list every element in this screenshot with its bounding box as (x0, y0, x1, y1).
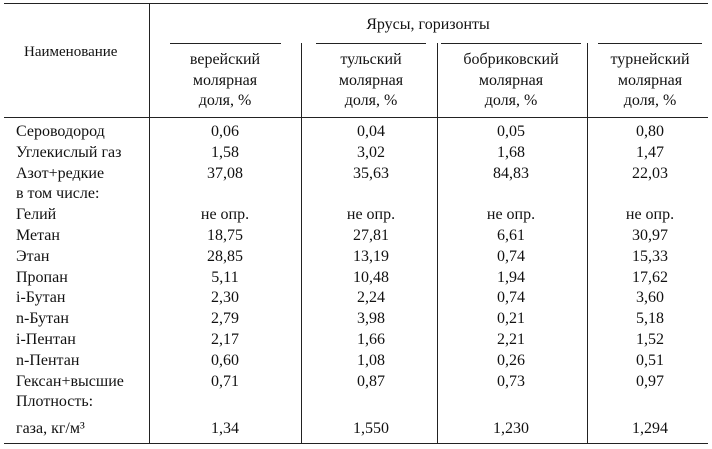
table-cell: 22,03 (632, 164, 668, 182)
row-label: Гексан+высшие (16, 372, 124, 390)
table-cell: 0,87 (357, 372, 385, 390)
table-cell: 18,75 (207, 227, 243, 244)
row-label: Метан (16, 227, 60, 244)
table-cell: 0,80 (636, 123, 664, 140)
row-label: i-Пентан (16, 331, 76, 348)
table-cell: 17,62 (632, 268, 668, 286)
table-cell: 0,97 (636, 372, 664, 390)
table-cell: не опр. (346, 206, 396, 224)
table-cell: 0,26 (497, 351, 525, 369)
unit-label-line2-col4: доля, % (623, 92, 677, 109)
unit-label-line1-col4: молярная (617, 72, 683, 89)
unit-label-line2-col3: доля, % (484, 92, 538, 109)
column-divider-2 (437, 43, 438, 444)
unit-label-line1-col1: молярная (192, 72, 258, 89)
table-cell: не опр. (625, 206, 675, 224)
table-cell: 0,21 (497, 310, 525, 328)
table-cell: 28,85 (207, 247, 243, 265)
table-cell: 30,97 (632, 227, 668, 244)
column-divider-1 (301, 43, 302, 444)
table-cell: 15,33 (632, 247, 668, 265)
column-underline-4 (598, 43, 702, 44)
column-header-vereisky: верейский (189, 51, 261, 68)
column-header-tulsky: тульский (340, 51, 402, 68)
table-cell: 0,73 (497, 372, 525, 390)
table-cell: 1,66 (357, 331, 385, 348)
row-label: Углекислый газ (16, 143, 122, 161)
table-cell: 0,74 (497, 247, 525, 265)
table-cell: 37,08 (207, 164, 243, 182)
table-cell: 3,98 (357, 310, 385, 328)
table-cell: 1,68 (497, 143, 525, 161)
table-cell: 5,18 (636, 310, 664, 328)
gas-composition-table (4, 3, 708, 445)
horizons-group-header: Ярусы, горизонты (366, 16, 490, 33)
row-label: Этан (16, 247, 50, 265)
table-cell: 1,550 (353, 420, 389, 438)
table-cell: 0,06 (211, 123, 239, 140)
name-column-header: Наименование (24, 44, 118, 60)
table-cell: 0,04 (357, 123, 385, 140)
unit-label-line1-col2: молярная (338, 72, 404, 89)
column-header-turneisky: турнейский (610, 51, 690, 68)
table-cell: 1,34 (211, 420, 239, 438)
table-cell: 0,74 (497, 289, 525, 307)
table-cell: 0,60 (211, 351, 239, 369)
table-cell: 2,21 (497, 331, 525, 348)
table-bottom-border (4, 443, 708, 444)
row-label: Азот+редкие (16, 164, 105, 182)
table-cell: 6,61 (497, 227, 525, 244)
column-underline-1 (170, 43, 281, 44)
column-header-bobrikovsky: бобриковский (463, 51, 559, 68)
table-cell: 84,83 (493, 164, 529, 182)
table-cell: 1,230 (493, 420, 529, 438)
table-cell: 1,52 (636, 331, 664, 348)
table-top-border (4, 3, 708, 4)
table-cell: 1,58 (211, 143, 239, 161)
table-cell: 2,30 (211, 289, 239, 307)
unit-label-line1-col3: молярная (478, 72, 544, 89)
table-cell: не опр. (200, 206, 250, 224)
table-cell: 3,60 (636, 289, 664, 307)
row-label: в том числе: (16, 185, 100, 203)
row-label: n-Пентан (16, 351, 80, 369)
table-cell: 35,63 (353, 164, 389, 182)
table-cell: 0,71 (211, 372, 239, 390)
row-label: Сероводород (16, 123, 105, 140)
row-label: Пропан (16, 268, 68, 286)
table-cell: 1,47 (636, 143, 664, 161)
table-cell: 1,08 (357, 351, 385, 369)
unit-label-line2-col1: доля, % (198, 92, 252, 109)
table-cell: 13,19 (353, 247, 389, 265)
header-bottom-border (4, 117, 708, 118)
table-cell: 27,81 (353, 227, 389, 244)
column-underline-3 (441, 43, 581, 44)
row-label: i-Бутан (16, 289, 66, 307)
table-cell: 0,05 (497, 123, 525, 140)
table-cell: 2,79 (211, 310, 239, 328)
row-label: n-Бутан (16, 310, 69, 328)
row-label: Гелий (16, 206, 57, 224)
name-column-divider (149, 3, 150, 444)
unit-label-line2-col2: доля, % (344, 92, 398, 109)
table-cell: 2,24 (357, 289, 385, 307)
row-label: Плотность: (16, 393, 94, 411)
column-divider-3 (587, 43, 588, 444)
table-cell: 1,94 (497, 268, 525, 286)
table-cell: 2,17 (211, 331, 239, 348)
table-cell: 10,48 (353, 268, 389, 286)
table-cell: 1,294 (632, 420, 668, 438)
table-cell: не опр. (486, 206, 536, 224)
table-cell: 3,02 (357, 143, 385, 161)
table-cell: 5,11 (211, 268, 239, 286)
column-underline-2 (316, 43, 426, 44)
table-cell: 0,51 (636, 351, 664, 369)
row-label: газа, кг/м³ (16, 420, 85, 438)
